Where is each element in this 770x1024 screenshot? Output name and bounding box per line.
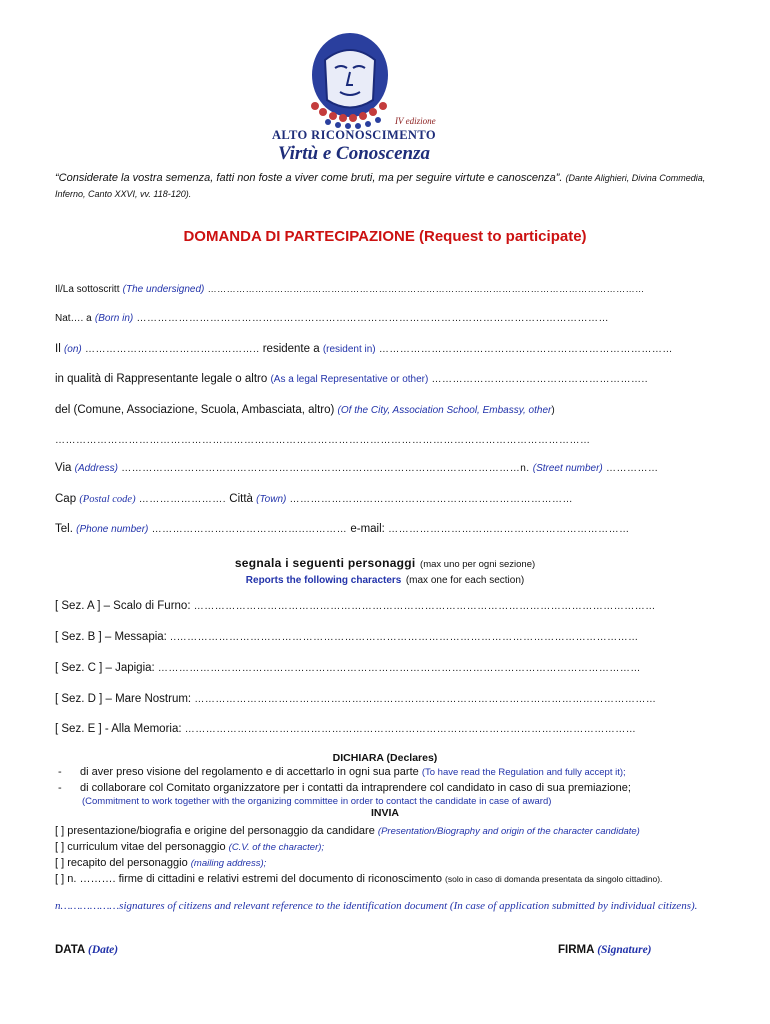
label-street-en: (Street number) [532, 463, 603, 474]
section-c[interactable] [55, 661, 710, 676]
dante-quote [55, 170, 720, 202]
section-e-fill[interactable]: ………………………………………………………………………………………………………………… [184, 724, 637, 735]
label-address: Via [55, 462, 72, 474]
section-d-label: [ Sez. D ] – Mare Nostrum: [55, 693, 192, 705]
characters-heading-it: segnala i seguenti personaggi [234, 556, 416, 570]
label-entity-close: ) [551, 405, 555, 416]
field-date-residence[interactable] [55, 342, 710, 357]
send-item-3[interactable] [55, 857, 715, 869]
quote-citation: (Dante Alighieri, Divina Commedia, Inferno, Canto XXVI, vv. 118-120). [55, 173, 706, 199]
declares-item-2-it: di collaborare col Comitato organizzatore per i contatti da intraprendere col candidato in caso di sua premiazione; [80, 782, 631, 794]
field-entity-blank[interactable] [55, 433, 710, 448]
label-tel: Tel. [55, 523, 73, 535]
send-item-1-it: [ ] presentazione/biografia e origine del personaggio da candidare [55, 825, 375, 837]
send-item-4[interactable] [55, 873, 720, 886]
date-field[interactable] [55, 944, 118, 956]
label-representative-en: (As a legal Representative or other) [270, 374, 429, 385]
section-a-fill[interactable]: …………………………………………………………………………………………………………………… [193, 601, 656, 612]
label-representative: in qualità di Rappresentante legale o altro [55, 373, 268, 385]
fill-tel[interactable]: ……………………………………..………… [151, 524, 348, 535]
signature-field[interactable] [558, 944, 652, 956]
logo-title-line1: ALTO RICONOSCIMENTO [271, 128, 436, 142]
fill-email[interactable]: …………………………………………………………… [388, 524, 630, 535]
declares-item-1-it: di aver preso visione del regolamento e di accettarlo in ogni sua parte [80, 766, 419, 778]
page-title: DOMANDA DI PARTECIPAZIONE (Request to participate) [183, 228, 587, 245]
label-entity-en: (Of the City, Association School, Embassy, other [337, 405, 552, 416]
fill-resident[interactable]: ………………………………………………………………………… [378, 344, 673, 355]
section-b-label: [ Sez. B ] – Messapia: [55, 631, 167, 643]
section-e-label: [ Sez. E ] - Alla Memoria: [55, 723, 182, 735]
send-item-1-en: (Presentation/Biography and origin of the character candidate) [377, 826, 640, 837]
declares-bullet-1: - [58, 766, 62, 778]
send-item-2-en: (C.V. of the character); [228, 842, 325, 853]
fill-cap[interactable]: ……………………. [138, 494, 227, 505]
declares-bullet-2: - [58, 782, 62, 794]
characters-heading-en-text: Reports the following characters [245, 575, 402, 586]
characters-heading-en [0, 570, 770, 588]
label-tel-en: (Phone number) [76, 524, 149, 535]
characters-heading-en-note: (max one for each section) [405, 575, 525, 586]
send-title: INVIA [370, 807, 399, 819]
date-label-en: (Date) [88, 944, 119, 956]
section-a[interactable] [55, 599, 710, 614]
fill-undersigned[interactable]: ………………………………………………………………………………………………………………………… [207, 284, 645, 294]
send-item-2-it: [ ] curriculum vitae del personaggio [55, 841, 226, 853]
field-phone-email[interactable] [55, 522, 710, 537]
field-address[interactable] [55, 461, 710, 476]
label-undersigned-en: (The undersigned) [122, 284, 205, 295]
signature-label: FIRMA [558, 944, 594, 956]
label-entity: del (Comune, Associazione, Scuola, Ambasciata, altro) [55, 404, 335, 416]
declares-item-1 [80, 766, 626, 778]
section-b-fill[interactable]: ..…………………………………………………………………………………………………………………… [170, 632, 639, 643]
send-item-4-note: (solo in caso di domanda presentata da singolo cittadino). [445, 874, 663, 884]
declares-item-2-en: (Commitment to work together with the organizing committee in order to contact the candidate in case of award) [82, 796, 552, 807]
field-representative[interactable] [55, 372, 710, 387]
send-item-4-it: [ ] n. ………. firme di cittadini e relativi estremi del documento di riconoscimento [55, 873, 442, 885]
label-town-en: (Town) [256, 494, 287, 505]
label-undersigned: Il/La sottoscritt [55, 284, 120, 295]
fill-representative[interactable]: …………………………………………………….. [431, 374, 649, 385]
declares-item-2 [80, 782, 631, 794]
field-undersigned[interactable] [55, 282, 710, 297]
declares-item-1-en: (To have read the Regulation and fully accept it); [421, 767, 626, 778]
label-email: e-mail: [350, 523, 385, 535]
fill-on[interactable]: ………………………………………….. [84, 344, 260, 355]
logo-edition: IV edizione [395, 116, 436, 126]
fill-born[interactable]: ……………………………………………………………………………………………………………………… [136, 313, 609, 324]
send-item-4-en: n………………signatures of citizens and relevant reference to the identification document (In case of application submitted by individual citizens). [55, 900, 698, 912]
label-born-en: (Born in) [94, 313, 134, 324]
label-cap-en: (Postal code) [79, 494, 136, 505]
declares-title: DICHIARA (Declares) [332, 752, 438, 764]
label-born: Nat…. a [55, 313, 92, 324]
label-cap: Cap [55, 493, 77, 505]
field-postal-town[interactable] [55, 492, 710, 507]
send-item-1[interactable] [55, 825, 715, 837]
logo-title-line2: Virtù e Conoscenza [277, 143, 431, 164]
section-d-fill[interactable]: …………………………………………………………………………………………………………………… [194, 694, 657, 705]
send-item-3-en: (mailing address); [190, 858, 267, 869]
label-on: Il [55, 343, 61, 355]
label-address-en: (Address) [74, 463, 118, 474]
date-label: DATA [55, 944, 85, 956]
send-item-3-it: [ ] recapito del personaggio [55, 857, 188, 869]
section-c-label: [ Sez. C ] – Japigia: [55, 662, 155, 674]
field-born[interactable] [55, 311, 710, 326]
label-resident-en: (resident in) [322, 344, 376, 355]
signature-label-en: (Signature) [597, 944, 652, 956]
section-b[interactable] [55, 630, 710, 645]
section-a-label: [ Sez. A ] – Scalo di Furno: [55, 600, 191, 612]
quote-text: “Considerate la vostra semenza, fatti non foste a viver come bruti, ma per seguire virtute e canoscenza”. [55, 172, 563, 184]
section-c-fill[interactable]: ………………………………………………………………………………………………………………………… [157, 663, 641, 674]
fill-town[interactable]: ……………………………………………………………………… [289, 494, 574, 505]
label-town: Città [229, 493, 253, 505]
section-e[interactable] [55, 722, 710, 737]
label-resident: residente a [262, 343, 320, 355]
section-d[interactable] [55, 692, 710, 707]
label-on-en: (on) [63, 344, 82, 355]
field-entity [55, 403, 710, 418]
send-item-2[interactable] [55, 841, 715, 853]
characters-heading-it-note: (max uno per ogni sezione) [420, 559, 536, 570]
fill-street[interactable]: …………… [605, 463, 659, 474]
fill-address[interactable]: ……………………………………………………………………………………………………n. [121, 463, 530, 474]
fill-entity[interactable]: ……………………………………………………………………………………………………………………………………… [55, 435, 591, 446]
